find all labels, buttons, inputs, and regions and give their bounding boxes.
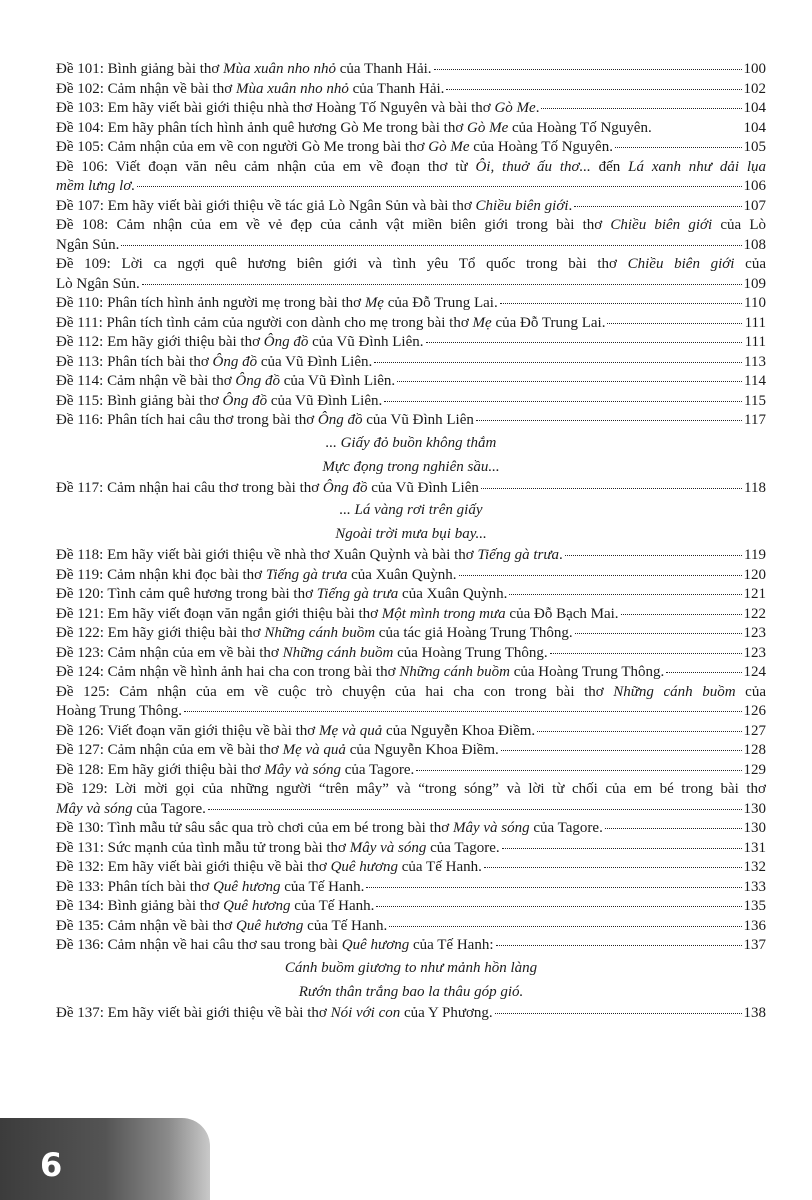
- entry-text: Đề 113: Phân tích bài thơ: [56, 353, 213, 370]
- dot-leader: [496, 944, 742, 946]
- toc-entry[interactable]: [56, 624, 766, 644]
- toc-entry[interactable]: [56, 479, 766, 499]
- poem-title: Mẹ và quả: [318, 722, 383, 739]
- toc-entry[interactable]: [56, 683, 766, 722]
- entry-text: Đề 136: Cảm nhận về hai câu thơ sau trong bài: [56, 937, 342, 953]
- entry-text: .: [568, 197, 573, 214]
- toc-entry[interactable]: [56, 372, 766, 392]
- page-ref: 115: [744, 392, 766, 409]
- entry-text: của Vũ Đình Liên: [362, 412, 474, 428]
- page-ref: 123: [743, 625, 766, 641]
- page-ref: 135: [743, 898, 766, 914]
- page-ref: 121: [743, 586, 766, 602]
- entry-text: Đề 112: Em hãy giới thiệu bài thơ: [56, 334, 264, 350]
- entry-text: Đề 137: Em hãy viết bài giới thiệu về bài thơ: [56, 1004, 331, 1021]
- entry-text: Đề 126: Viết đoạn văn giới thiệu về bài thơ: [56, 722, 319, 739]
- page-ref: 128: [743, 742, 766, 758]
- entry-text: của Y Phương.: [400, 1004, 493, 1021]
- entry-text: Đề 105: Cảm nhận của em về con người Gò Me trong bài thơ: [56, 139, 429, 155]
- entry-text: Đề 104: Em hãy phân tích hình ảnh quê hương Gò Me trong bài thơ: [56, 119, 468, 136]
- dot-leader: [374, 361, 742, 363]
- toc-entry[interactable]: [56, 158, 766, 197]
- entry-text: Đề 123: Cảm nhận của em về bài thơ: [56, 644, 283, 661]
- entry-text: Đề 133: Phân tích bài thơ: [56, 878, 214, 895]
- toc-entry[interactable]: [56, 780, 766, 819]
- entry-text: của Tế Hanh.: [280, 878, 365, 895]
- poem-title: Mây và sóng: [264, 761, 341, 778]
- dot-leader: [575, 632, 742, 634]
- page-ref: 109: [743, 275, 766, 292]
- entry-text: của Đỗ Trung Lai.: [491, 314, 606, 331]
- entry-text: của Đỗ Bạch Mai.: [505, 605, 619, 622]
- toc-entry[interactable]: [56, 741, 766, 761]
- entry-text: của Tế Hanh.: [290, 898, 375, 914]
- verse-line: Cánh buồm giương to như mảnh hồn làng: [284, 959, 538, 976]
- poem-title: Mẹ và quả: [282, 742, 346, 758]
- dot-leader: [184, 710, 742, 712]
- entry-text: của Đỗ Trung Lai.: [383, 295, 498, 311]
- page-number: 6: [40, 1146, 63, 1184]
- page-ref: 111: [744, 314, 766, 331]
- poem-title: Những cánh buồm: [282, 644, 394, 661]
- poem-title: Những cánh buồm: [613, 683, 736, 700]
- dot-leader: [137, 185, 741, 187]
- entry-text: Đề 103: Em hãy viết bài giới thiệu nhà thơ Hoàng Tố Nguyên và bài thơ: [56, 100, 495, 116]
- toc-entry[interactable]: [56, 585, 766, 605]
- page-ref: 104: [743, 100, 766, 116]
- dot-leader: [142, 283, 742, 285]
- entry-text: của Vũ Đình Liên.: [308, 334, 424, 350]
- poem-title: Mây và sóng: [452, 820, 530, 836]
- dot-leader: [607, 322, 742, 324]
- entry-text: Đề 132: Em hãy viết bài giới thiệu về bài thơ: [56, 859, 331, 875]
- entry-text: Đề 118: Em hãy viết bài giới thiệu về nhà thơ Xuân Quỳnh và bài thơ: [56, 547, 478, 563]
- entry-text: Đề 111: Phân tích tình cảm của người con dành cho mẹ trong bài thơ: [56, 314, 473, 331]
- entry-text: của Tế Hanh:: [409, 937, 494, 953]
- toc-entry[interactable]: [56, 897, 766, 917]
- verse-quote: [56, 431, 766, 479]
- page-ref: 106: [743, 178, 766, 194]
- toc-entry[interactable]: [56, 119, 766, 139]
- dot-leader: [481, 487, 742, 489]
- toc-entry[interactable]: [56, 353, 766, 373]
- dot-leader: [615, 146, 742, 148]
- entry-text: của Tagore.: [132, 800, 206, 817]
- poem-title: Ông đồ: [317, 412, 363, 428]
- toc-entry[interactable]: [56, 80, 766, 100]
- entry-text: của: [735, 683, 766, 700]
- poem-title: Mây và sóng: [56, 800, 133, 817]
- entry-text: Đề 101: Bình giảng bài thơ: [56, 61, 224, 77]
- page-ref: 114: [744, 373, 766, 389]
- page-ref: 122: [743, 605, 766, 622]
- entry-text: Đề 124: Cảm nhận về hình ảnh hai cha con trong bài thơ: [56, 664, 400, 680]
- page-ref: 130: [743, 800, 766, 817]
- dot-leader: [476, 419, 742, 421]
- entry-text: đến: [590, 158, 629, 175]
- entry-text: của Hoàng Trung Thông.: [509, 664, 665, 680]
- entry-text: của tác giả Hoàng Trung Thông.: [375, 625, 573, 641]
- entry-text: Đề 130: Tình mẫu tử sâu sắc qua trò chơi của em bé trong bài thơ: [56, 820, 453, 836]
- page-ref: 137: [743, 937, 766, 953]
- poem-title: Chiều biên giới: [475, 197, 569, 214]
- toc-entry[interactable]: [56, 60, 766, 80]
- verse-quote: [56, 956, 766, 1004]
- page-ref: 138: [743, 1004, 766, 1021]
- page-ref: 107: [743, 197, 766, 214]
- poem-title: Quê hương: [330, 859, 398, 875]
- poem-title: Tiếng gà trưa: [265, 566, 348, 583]
- entry-text: Đề 108: Cảm nhận của em về vẻ đẹp của cảnh vật miền biên giới trong bài thơ: [56, 217, 611, 233]
- entry-text: của Nguyễn Khoa Điềm.: [382, 722, 536, 739]
- page-ref: 131: [743, 839, 766, 856]
- toc-entry[interactable]: [56, 878, 766, 898]
- poem-title: Mùa xuân nho nhỏ: [235, 80, 349, 97]
- poem-title: Mây và sóng: [349, 839, 427, 856]
- page-ref: 127: [743, 722, 766, 739]
- verse-line: Mực đọng trong nghiên sầu...: [322, 458, 500, 475]
- toc-entry[interactable]: [56, 566, 766, 586]
- toc-entry[interactable]: [56, 605, 766, 625]
- dot-leader: [446, 88, 741, 90]
- dot-leader: [376, 905, 741, 907]
- entry-text: của Vũ Đình Liên.: [267, 392, 383, 409]
- entry-text: Đề 117: Cảm nhận hai câu thơ trong bài thơ: [56, 479, 323, 496]
- page-ref: 130: [743, 820, 766, 836]
- page-ref: 129: [743, 761, 766, 778]
- toc-entry[interactable]: [56, 663, 766, 683]
- entry-text: của Nguyễn Khoa Điềm.: [345, 742, 499, 758]
- entry-text: của: [734, 256, 766, 272]
- dot-leader: [565, 554, 742, 556]
- page-ref: 118: [744, 479, 766, 496]
- dot-leader: [434, 68, 742, 70]
- entry-text: của Tagore.: [529, 820, 603, 836]
- dot-leader: [426, 341, 743, 343]
- page-ref: 117: [744, 412, 766, 428]
- entry-text: Đề 109: Lời ca ngợi quê hương biên giới và tình yêu Tổ quốc trong bài thơ: [56, 256, 628, 272]
- toc-entry[interactable]: [56, 411, 766, 431]
- page-ref: 133: [743, 878, 766, 895]
- dot-leader: [666, 671, 741, 673]
- entry-text: Lò Ngân Sủn.: [56, 275, 140, 292]
- poem-title: Gò Me: [494, 100, 536, 116]
- entry-text: Đề 128: Em hãy giới thiệu bài thơ: [56, 761, 265, 778]
- verse-line: Rướn thân trắng bao la thâu góp gió.: [298, 983, 524, 1000]
- entry-text: của Tế Hanh.: [398, 859, 482, 875]
- entry-text: Đề 106: Viết đoạn văn nêu cảm nhận của em về đoạn thơ từ: [56, 158, 476, 175]
- entry-text: Đề 107: Em hãy viết bài giới thiệu về tác giả Lò Ngân Sủn và bài thơ: [56, 197, 476, 214]
- verse-quote: [56, 498, 766, 546]
- toc-entry[interactable]: [56, 858, 766, 878]
- entry-text: Đề 125: Cảm nhận của em về cuộc trò chuyện của hai cha con trong bài thơ: [56, 683, 614, 700]
- entry-text: của Lò: [712, 217, 766, 233]
- toc-entry[interactable]: [56, 392, 766, 412]
- page-ref: 136: [743, 917, 766, 934]
- entry-text: Đề 120: Tình cảm quê hương trong bài thơ: [56, 586, 317, 602]
- poem-title: Ông đồ: [212, 353, 258, 370]
- entry-text: Ngân Sủn.: [56, 236, 120, 253]
- entry-text: của Vũ Đình Liên.: [280, 373, 396, 389]
- verse-line: ... Giấy đỏ buồn không thắm: [325, 434, 497, 451]
- verse-line: ... Lá vàng rơi trên giấy: [339, 502, 483, 518]
- entry-text: .: [535, 100, 540, 116]
- toc-entry[interactable]: [56, 722, 766, 742]
- page-ref: 119: [744, 547, 766, 563]
- entry-text: của Hoàng Tố Nguyên.: [469, 139, 613, 155]
- table-of-contents: [56, 60, 766, 1023]
- page-number-tab: [0, 1118, 210, 1200]
- toc-entry[interactable]: [56, 546, 766, 566]
- dot-leader: [621, 613, 742, 615]
- entry-text: Đề 116: Phân tích hai câu thơ trong bài thơ: [56, 412, 318, 428]
- poem-title: Nói với con: [330, 1004, 401, 1021]
- poem-title: Mẹ: [472, 314, 492, 331]
- dot-leader: [541, 107, 741, 109]
- entry-text: của Thanh Hải.: [348, 80, 445, 97]
- entry-text: Hoàng Trung Thông.: [56, 703, 182, 719]
- toc-entry[interactable]: [56, 99, 766, 119]
- dot-leader: [366, 886, 741, 888]
- entry-text: Đề 114: Cảm nhận về bài thơ: [56, 373, 236, 389]
- page-ref: 110: [744, 295, 766, 311]
- poem-title: Tiếng gà trưa: [477, 547, 560, 563]
- poem-title: Ông đồ: [235, 373, 281, 389]
- entry-text: .: [559, 547, 563, 563]
- entry-text: Đề 115: Bình giảng bài thơ: [56, 392, 223, 409]
- entry-text: Đề 110: Phân tích hình ảnh người mẹ trong bài thơ: [56, 295, 365, 311]
- poem-title: Ông đồ: [263, 334, 309, 350]
- poem-title: Ông đồ: [222, 392, 268, 409]
- toc-entry[interactable]: [56, 294, 766, 314]
- toc-entry[interactable]: [56, 333, 766, 353]
- toc-entry[interactable]: [56, 255, 766, 294]
- entry-text: của Xuân Quỳnh.: [347, 566, 457, 583]
- toc-entry[interactable]: [56, 138, 766, 158]
- toc-entry[interactable]: [56, 1004, 766, 1024]
- toc-entry[interactable]: [56, 936, 766, 956]
- page-ref: 108: [743, 236, 766, 253]
- dot-leader: [550, 652, 742, 654]
- poem-title: Ôi, thuở ấu thơ...: [475, 158, 591, 175]
- poem-title: Quê hương: [213, 878, 281, 895]
- page-ref: 123: [743, 644, 766, 661]
- entry-text: của Tế Hanh.: [303, 917, 388, 934]
- page-ref: 120: [743, 566, 766, 583]
- toc-entry[interactable]: [56, 314, 766, 334]
- page-ref: 105: [743, 139, 766, 155]
- dot-leader: [500, 302, 742, 304]
- dot-leader: [501, 749, 742, 751]
- dot-leader: [459, 574, 742, 576]
- entry-text: của Tagore.: [341, 761, 415, 778]
- page-ref: 102: [743, 80, 766, 97]
- page-ref: 113: [744, 353, 766, 370]
- dot-leader: [509, 593, 741, 595]
- entry-text: Đề 102: Cảm nhận về bài thơ: [56, 80, 236, 97]
- dot-leader: [397, 380, 742, 382]
- poem-title: Tiếng gà trưa: [316, 586, 399, 602]
- entry-text: của Vũ Đình Liên: [367, 479, 479, 496]
- entry-text: Đề 122: Em hãy giới thiệu bài thơ: [56, 625, 265, 641]
- dot-leader: [495, 1012, 742, 1014]
- dot-leader: [389, 925, 741, 927]
- page-ref: 132: [743, 859, 766, 875]
- poem-title: Mẹ: [364, 295, 384, 311]
- entry-text: Đề 135: Cảm nhận về bài thơ: [56, 917, 236, 934]
- dot-leader: [384, 400, 742, 402]
- dot-leader: [605, 827, 742, 829]
- dot-leader: [574, 205, 741, 207]
- verse-line: Ngoài trời mưa bụi bay...: [335, 526, 487, 542]
- entry-text: Đề 127: Cảm nhận của em về bài thơ: [56, 742, 283, 758]
- page-ref: 100: [743, 61, 766, 77]
- entry-text: Đề 119: Cảm nhận khi đọc bài thơ: [56, 566, 266, 583]
- poem-title: Chiều biên giới: [627, 256, 735, 272]
- poem-title: Ông đồ: [322, 479, 368, 496]
- poem-title: Chiều biên giới: [610, 217, 713, 233]
- dot-leader: [484, 866, 742, 868]
- poem-title: Quê hương: [341, 937, 410, 953]
- toc-entry[interactable]: [56, 819, 766, 839]
- toc-entry[interactable]: [56, 197, 766, 217]
- poem-title: Lá xanh như dải lụa: [628, 158, 766, 175]
- poem-title: Quê hương: [223, 898, 291, 914]
- dot-leader: [502, 847, 742, 849]
- page-ref: 111: [744, 334, 766, 350]
- page-ref: 124: [743, 664, 766, 680]
- entry-text: Đề 134: Bình giảng bài thơ: [56, 898, 224, 914]
- poem-title: Những cánh buồm: [399, 664, 510, 680]
- poem-title: Quê hương: [235, 917, 304, 934]
- toc-entry[interactable]: [56, 761, 766, 781]
- entry-text: của Thanh Hải.: [336, 61, 432, 77]
- entry-text: của Xuân Quỳnh.: [398, 586, 508, 602]
- poem-title: mềm lưng lơ.: [56, 178, 136, 194]
- page-ref: 104: [743, 119, 766, 136]
- dot-leader: [654, 127, 742, 129]
- poem-title: Một mình trong mưa: [381, 605, 506, 622]
- dot-leader: [537, 730, 741, 732]
- dot-leader: [416, 769, 741, 771]
- dot-leader: [121, 244, 741, 246]
- toc-entry[interactable]: [56, 839, 766, 859]
- toc-entry[interactable]: [56, 644, 766, 664]
- entry-text: của Vũ Đình Liên.: [257, 353, 373, 370]
- dot-leader: [208, 808, 742, 810]
- entry-text: của Hoàng Trung Thông.: [393, 644, 548, 661]
- poem-title: Những cánh buồm: [264, 625, 376, 641]
- entry-text: của Hoàng Tố Nguyên.: [508, 119, 652, 136]
- toc-entry[interactable]: [56, 917, 766, 937]
- poem-title: Mùa xuân nho nhỏ: [223, 61, 336, 77]
- entry-text: Đề 129: Lời mời gọi của những người “trên mây” và “trong sóng” và lời từ chối của em bé trong bài thơ: [56, 781, 766, 797]
- page-ref: 126: [743, 703, 766, 719]
- entry-text: của Tagore.: [426, 839, 500, 856]
- toc-entry[interactable]: [56, 216, 766, 255]
- poem-title: Gò Me: [467, 119, 509, 136]
- poem-title: Gò Me: [428, 139, 470, 155]
- entry-text: Đề 131: Sức mạnh của tình mẫu tử trong bài thơ: [56, 839, 350, 856]
- entry-text: Đề 121: Em hãy viết đoạn văn ngắn giới thiệu bài thơ: [56, 605, 382, 622]
